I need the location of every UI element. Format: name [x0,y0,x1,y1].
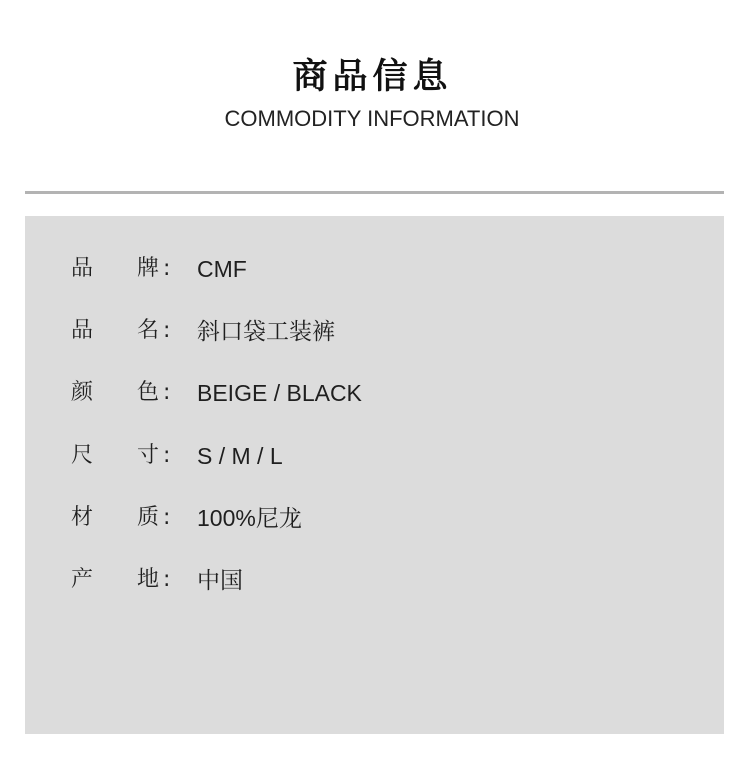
label-char: 地 [137,567,160,592]
label-char: 尺 [71,443,94,468]
divider [25,191,724,194]
label-colon: : [163,318,171,343]
label-colon: : [163,443,171,468]
page-subtitle: COMMODITY INFORMATION [224,106,520,131]
label-char: 寸 [137,443,160,468]
info-row-brand [25,251,724,287]
size-value: S / M / L [197,443,283,469]
label-colon: : [163,567,171,592]
info-row-size [25,438,724,474]
label-char: 牌 [137,256,160,281]
label-char: 材 [71,505,94,530]
color-value: BEIGE / BLACK [197,380,362,406]
product-name-value: 斜口袋工装裤 [197,318,335,344]
info-row-color [25,375,724,411]
label-colon: : [163,256,171,281]
label-char: 品 [71,256,94,281]
info-row-origin [25,562,724,598]
brand-value: CMF [197,256,247,282]
page-title: 商品信息 [292,57,453,97]
label-char: 品 [71,318,94,343]
label-colon: : [163,380,171,405]
info-row-product-name [25,313,724,349]
info-panel [25,216,724,734]
label-char: 产 [71,567,94,592]
page-header [0,0,750,190]
origin-value: 中国 [197,567,243,593]
label-char: 颜 [71,380,94,405]
material-value: 100%尼龙 [197,505,302,531]
label-char: 质 [137,505,160,530]
label-colon: : [163,505,171,530]
label-char: 色 [137,380,160,405]
info-row-material [25,500,724,536]
label-char: 名 [137,318,160,343]
